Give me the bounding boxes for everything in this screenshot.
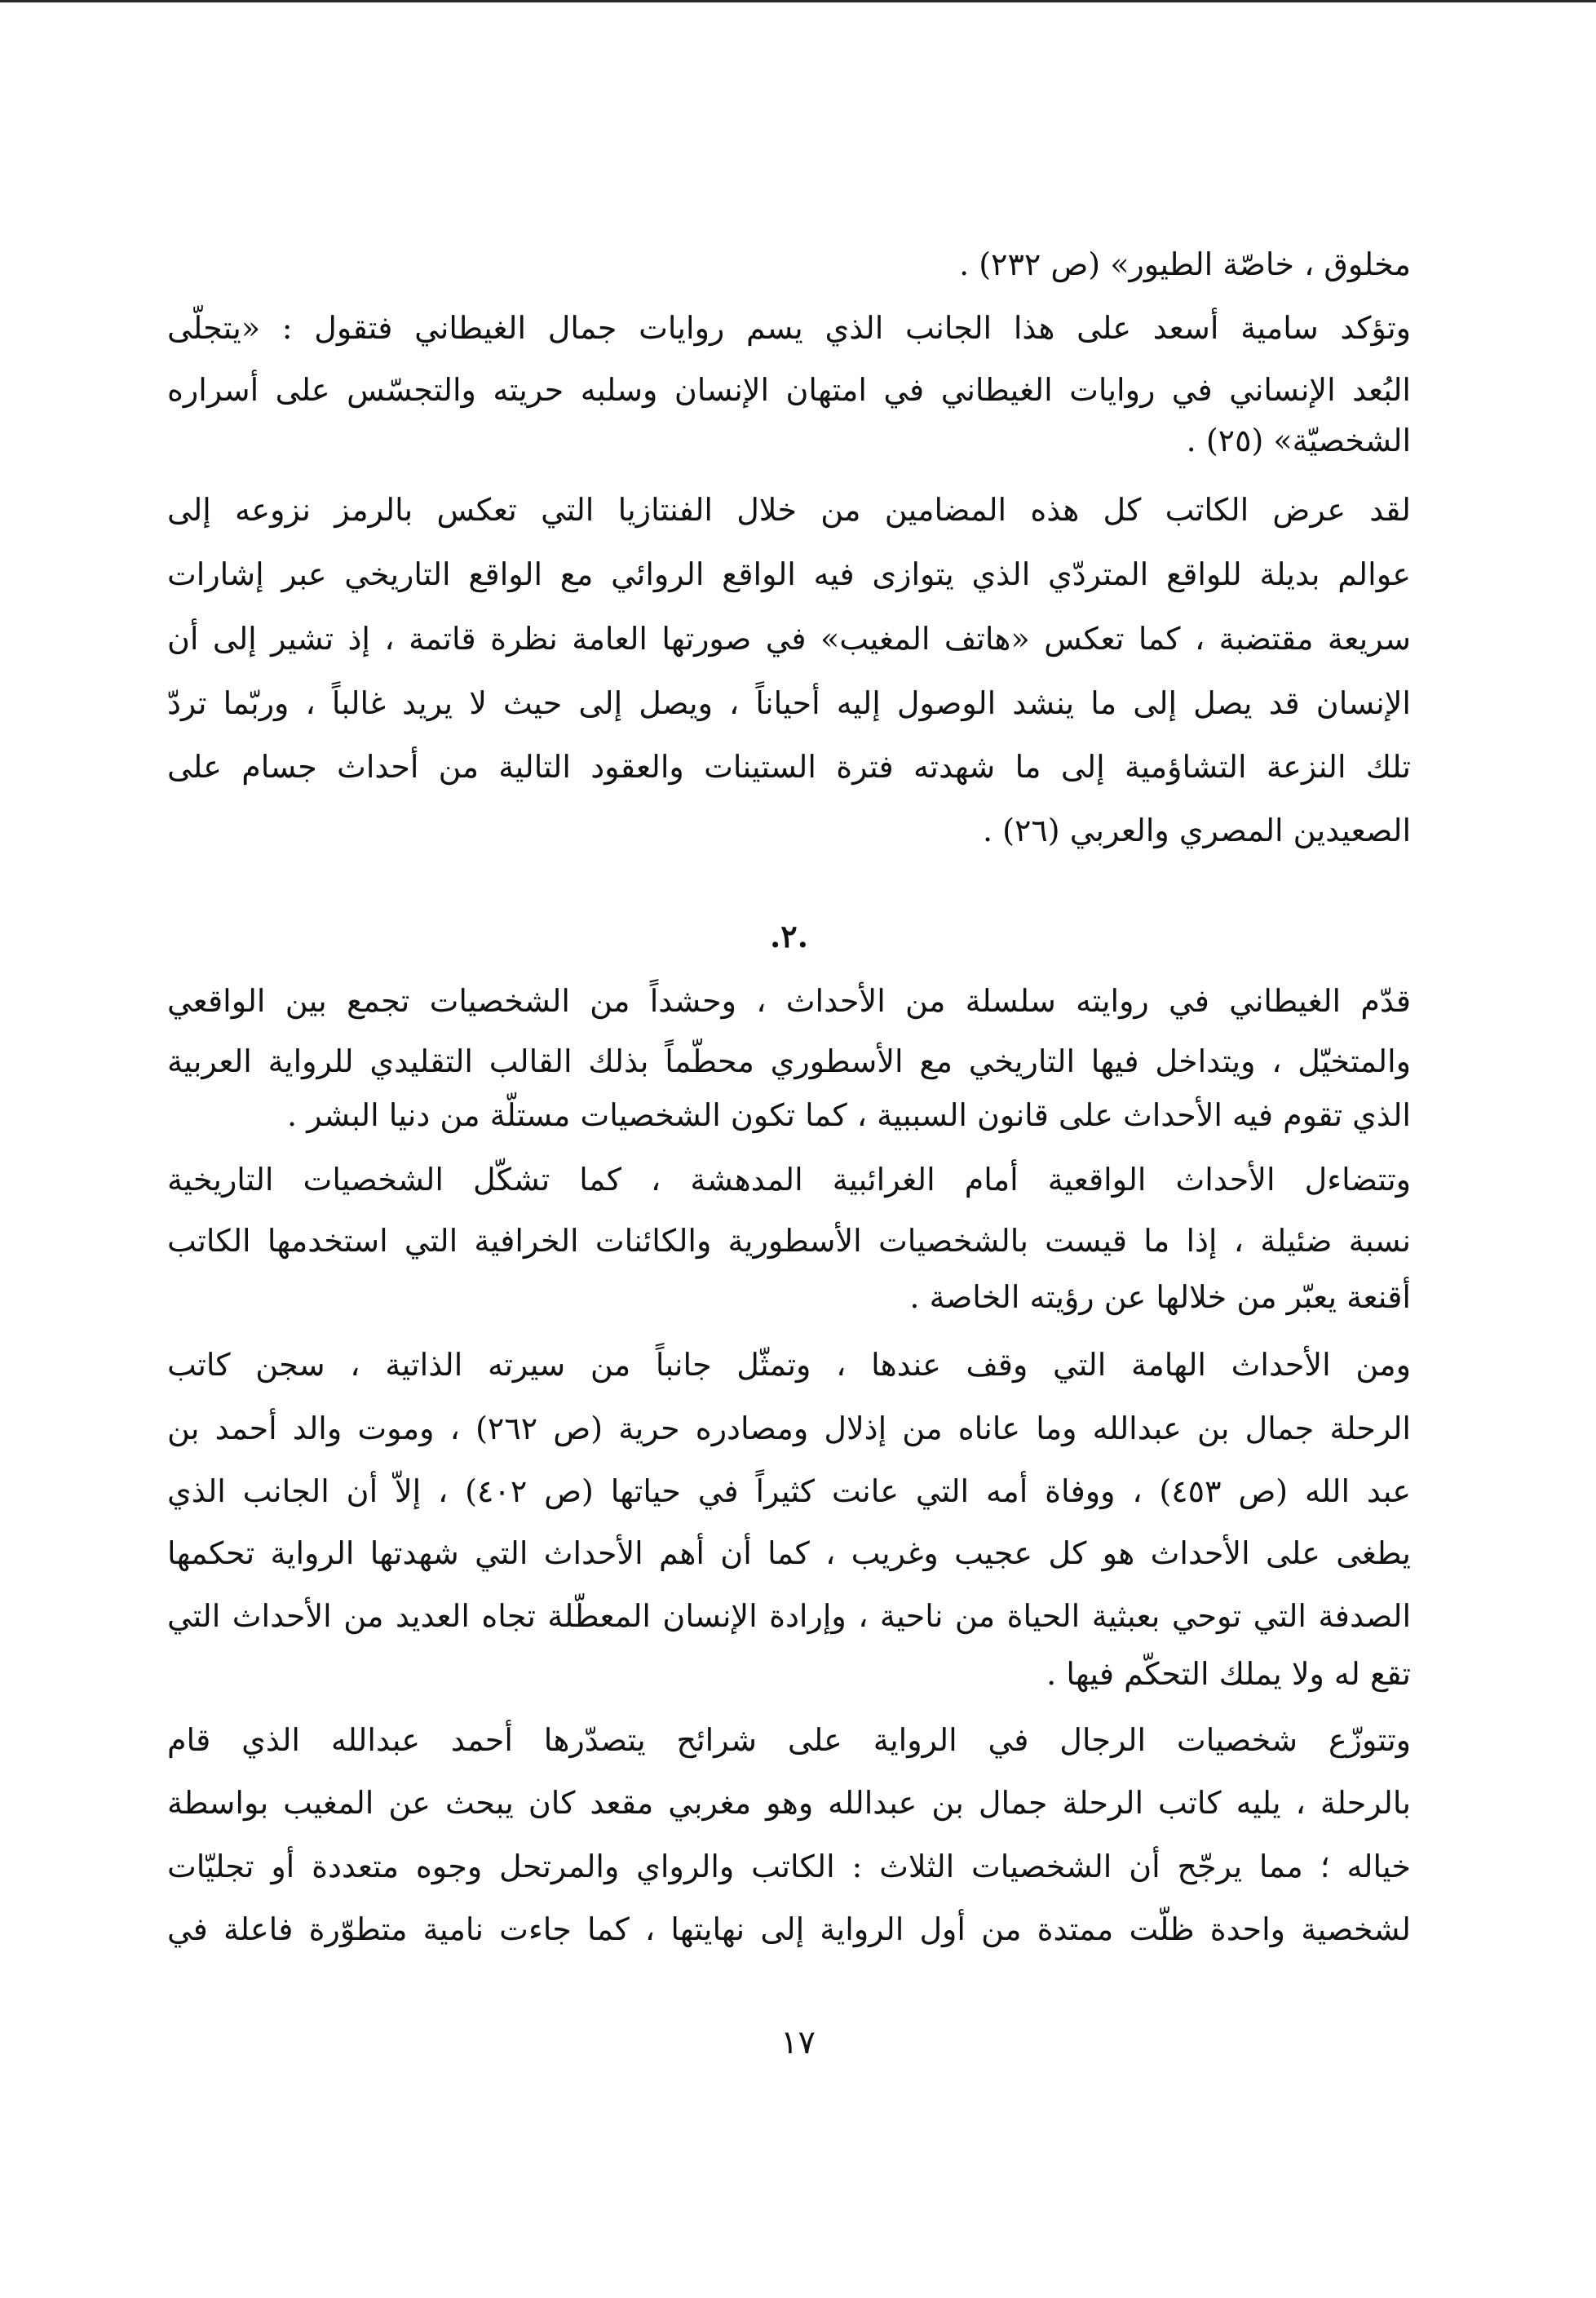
text-line: والمتخيّل ، ويتداخل فيها التاريخي مع الأسطوري محطّماً بذلك القالب التقليدي للرواية العربية — [167, 1043, 1411, 1079]
text-line: عبد الله (ص ٤٥٣) ، ووفاة أمه التي عانت كثيراً في حياتها (ص ٤٠٢) ، إلاّ أن الجانب الذي — [167, 1473, 1411, 1509]
text-line: تقع له ولا يملك التحكّم فيها . — [1046, 1656, 1411, 1692]
text-line: نسبة ضئيلة ، إذا ما قيست بالشخصيات الأسطورية والكائنات الخرافية التي استخدمها الكاتب — [167, 1223, 1411, 1259]
text-line: خياله ؛ مما يرجّح أن الشخصيات الثلاث : الكاتب والرواي والمرتحل وجوه متعددة أو تجليّات — [167, 1849, 1411, 1884]
text-line: الذي تقوم فيه الأحداث على قانون السببية ، كما تكون الشخصيات مستلّة من دنيا البشر . — [287, 1097, 1411, 1133]
section-number: .٢. — [770, 918, 808, 954]
text-line: بالرحلة ، يليه كاتب الرحلة جمال بن عبدالله وهو مغربي مقعد كان يبحث عن المغيب بواسطة — [167, 1785, 1411, 1821]
text-line: الإنسان قد يصل إلى ما ينشد الوصول إليه أحياناً ، ويصل إلى حيث لا يريد غالباً ، وربّما تردّ — [167, 685, 1411, 721]
text-line: عوالم بديلة للواقع المتردّي الذي يتوازى فيه الواقع الروائي مع الواقع التاريخي عبر إشارات — [167, 556, 1411, 592]
text-line: مخلوق ، خاصّة الطيور» (ص ٢٣٢) . — [959, 246, 1411, 282]
text-line: تلك النزعة التشاؤمية إلى ما شهدته فترة الستينات والعقود التالية من أحداث جسام على — [167, 749, 1411, 785]
text-line: سريعة مقتضبة ، كما تعكس «هاتف المغيب» في صورتها العامة نظرة قاتمة ، إذ تشير إلى أن — [167, 621, 1411, 657]
text-line: الصعيدين المصري والعربي (٢٦) . — [982, 812, 1411, 848]
text-line: قدّم الغيطاني في روايته سلسلة من الأحداث ، وحشداً من الشخصيات تجمع بين الواقعي — [167, 983, 1411, 1019]
text-line: وتتوزّع شخصيات الرجال في الرواية على شرائح يتصدّرها أحمد عبدالله الذي قام — [167, 1722, 1411, 1758]
text-line: ومن الأحداث الهامة التي وقف عندها ، وتمثّل جانباً من سيرته الذاتية ، سجن كاتب — [167, 1347, 1411, 1383]
text-line: أقنعة يعبّر من خلالها عن رؤيته الخاصة . — [909, 1279, 1411, 1315]
page-number: ١٧ — [780, 2024, 816, 2061]
text-line: الشخصيّة» (٢٥) . — [1186, 423, 1411, 458]
text-line: لقد عرض الكاتب كل هذه المضامين من خلال الفنتازيا التي تعكس بالرمز نزوعه إلى — [167, 492, 1411, 528]
page-body — [167, 0, 1411, 1974]
text-line: الرحلة جمال بن عبدالله وما عاناه من إذلال ومصادره حرية (ص ٢٦٢) ، وموت والد أحمد بن — [167, 1410, 1411, 1446]
text-line: الصدفة التي توحي بعبثية الحياة من ناحية ، وإرادة الإنسان المعطّلة تجاه العديد من الأحداث التي — [167, 1598, 1411, 1634]
text-line: وتؤكد سامية أسعد على هذا الجانب الذي يسم روايات جمال الغيطاني فتقول : «يتجلّى — [167, 310, 1411, 346]
text-line: البُعد الإنساني في روايات الغيطاني في امتهان الإنسان وسلبه حريته والتجسّس على أسراره — [167, 372, 1411, 408]
text-line: لشخصية واحدة ظلّت ممتدة من أول الرواية إلى نهايتها ، كما جاءت نامية متطوّرة فاعلة في — [167, 1911, 1411, 1947]
text-line: وتتضاءل الأحداث الواقعية أمام الغرائبية المدهشة ، كما تشكّل الشخصيات التاريخية — [167, 1162, 1411, 1198]
text-line: يطغى على الأحداث هو كل عجيب وغريب ، كما أن أهم الأحداث التي شهدتها الرواية تحكمها — [167, 1535, 1411, 1571]
